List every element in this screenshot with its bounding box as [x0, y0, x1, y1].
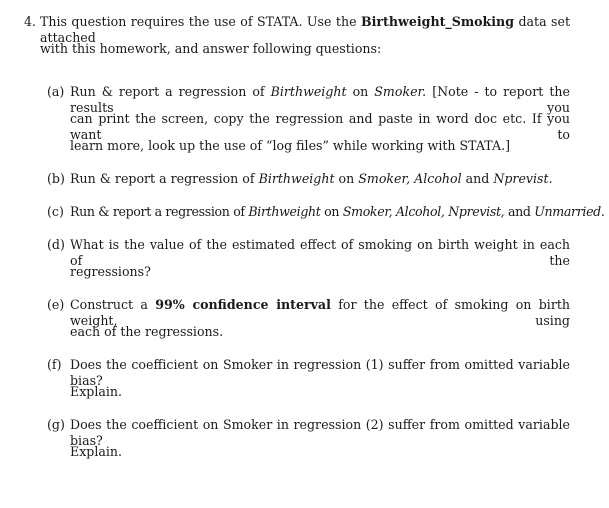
- text: on: [352, 84, 369, 99]
- part-f-label: (f): [47, 357, 62, 372]
- variable: Birthweight: [270, 84, 347, 99]
- text: and: [507, 204, 531, 219]
- part-e-label: (e): [47, 297, 65, 312]
- part-a-line2: can print the screen, copy the regression and paste in word doc etc. If you want to: [70, 111, 570, 142]
- variable: Birthweight: [248, 204, 321, 219]
- variable: Nprevist.: [493, 171, 553, 186]
- part-g-line1: Does the coefficient on Smoker in regression (2) suffer from omitted variable bias?: [70, 417, 570, 448]
- part-d-label: (d): [47, 237, 65, 252]
- text: Construct a: [70, 297, 148, 312]
- variable: Birthweight: [258, 171, 335, 186]
- variable: Smoker, Alcohol: [358, 171, 462, 186]
- text: for the effect of smoking on birth weight, using: [70, 297, 571, 328]
- text: on: [338, 171, 355, 186]
- part-b-line1: [70, 171, 553, 187]
- part-c-label: (c): [47, 204, 64, 219]
- intro-text: This question requires the use of STATA. Use the: [40, 14, 357, 29]
- part-a-line3: learn more, look up the use of “log files” while working with STATA.]: [70, 138, 510, 153]
- variable: Unmarried.: [534, 204, 605, 219]
- part-e-line2: each of the regressions.: [70, 324, 224, 339]
- text: Run & report a regression of: [70, 84, 265, 99]
- part-f-line1: Does the coefficient on Smoker in regression (1) suffer from omitted variable bias?: [70, 357, 570, 388]
- dataset-name: Birthweight_Smoking: [360, 14, 515, 29]
- part-f-line2: Explain.: [70, 384, 123, 399]
- text: on: [324, 204, 340, 219]
- part-g-line2: Explain.: [70, 444, 123, 459]
- variable: Smoker, Alcohol, Nprevist,: [342, 204, 505, 219]
- emphasis: 99% confidence interval: [155, 297, 331, 312]
- part-c-line1: [70, 204, 605, 220]
- text: Run & report a regression of: [70, 204, 245, 219]
- part-b-label: (b): [47, 171, 65, 186]
- intro-text: data set attached: [40, 14, 570, 45]
- part-d-line1: What is the value of the estimated effect of smoking on birth weight in each of the: [70, 237, 570, 268]
- variable: Smoker.: [374, 84, 427, 99]
- part-g-label: (g): [47, 417, 65, 432]
- text: [Note - to report the results you: [70, 84, 570, 115]
- part-d-line2: regressions?: [70, 264, 151, 279]
- text: and: [465, 171, 490, 186]
- part-a-label: (a): [47, 84, 65, 99]
- question-number: 4.: [24, 14, 37, 29]
- question-intro-line2: with this homework, and answer following questions:: [40, 41, 382, 56]
- text: Run & report a regression of: [70, 171, 255, 186]
